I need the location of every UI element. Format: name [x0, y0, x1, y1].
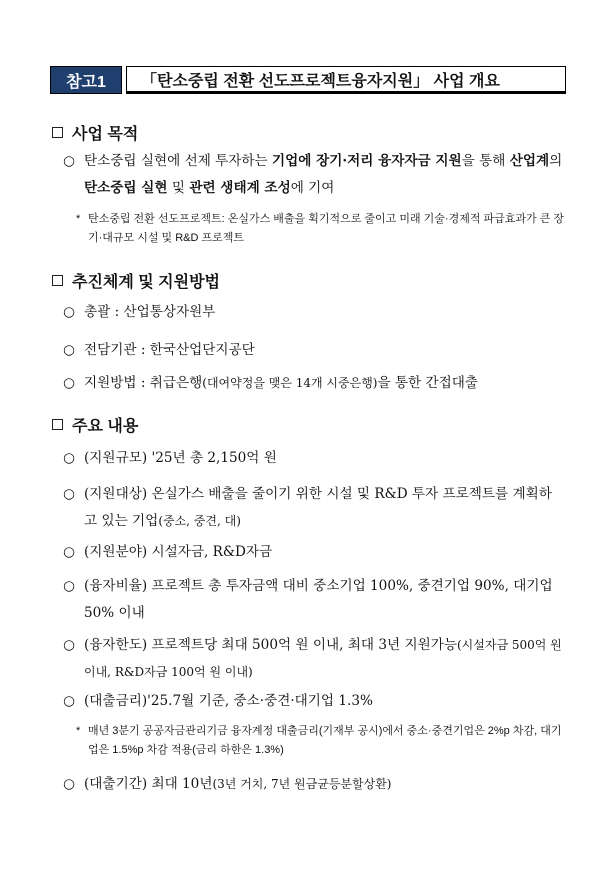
reference-tag: 참고1: [50, 66, 122, 94]
circle-bullet-icon: ○: [63, 486, 75, 502]
item-text: [84, 771, 564, 798]
item-text: (지원규모) '25년 총 2,150억 원: [84, 450, 277, 466]
footnote-text: 매년 3분기 공공자금관리기금 융자계정 대출금리(기재부 공시)에서 중소·중견기업은 2%p 차감, 대기업은 1.5%p 차감 적용(금리 하한은 1.3%): [88, 725, 562, 756]
text-part-small: (중소, 중견, 대): [158, 514, 241, 528]
square-bullet-icon: [52, 275, 63, 286]
asterisk-icon: *: [76, 725, 81, 737]
text-part: 지원방법 : 취급은행: [84, 375, 203, 391]
list-item: [62, 632, 564, 686]
circle-bullet-icon: ○: [63, 375, 75, 391]
list-item: [62, 445, 564, 472]
circle-bullet-icon: ○: [63, 637, 75, 653]
list-item: [62, 481, 564, 535]
item-text: [84, 481, 564, 535]
text-part: (대출기간) 최대 10년: [84, 776, 213, 792]
text-part-small: (3년 거치, 7년 원금균등분할상환): [212, 777, 392, 791]
text-part: 에 기여: [290, 180, 335, 196]
list-item: [62, 539, 564, 566]
footnote: [76, 722, 570, 760]
circle-bullet-icon: ○: [63, 693, 75, 709]
item-text: 총괄 : 산업통상자원부: [84, 304, 216, 320]
list-item: [62, 771, 564, 798]
text-part: (지원대상) 온실가스 배출을 줄이기 위한 시설 및 R&D 투자 프로젝트를 계획하고 있는 기업: [84, 486, 552, 529]
footnote-text: 탄소중립 전환 선도프로젝트: 온실가스 배출을 획기적으로 줄이고 미래 기술·경제적 파급효과가 큰 장기·대규모 시설 및 R&D 프로젝트: [88, 213, 564, 244]
asterisk-icon: *: [76, 213, 81, 225]
list-item: [62, 573, 564, 627]
text-part: 을 통한 간접대출: [377, 375, 479, 391]
title-row: [50, 66, 566, 96]
list-item: [62, 299, 564, 326]
text-part-bold: 산업계: [509, 153, 550, 169]
circle-bullet-icon: ○: [63, 544, 75, 560]
section-heading-text: 사업 목적: [72, 126, 139, 143]
section-heading-contents: [52, 413, 138, 436]
text-part-bold: 탄소중립 실현: [84, 180, 168, 196]
item-text: (융자비율) 프로젝트 총 투자금액 대비 중소기업 100%, 중견기업 90%, 대기업 50% 이내: [84, 578, 553, 621]
circle-bullet-icon: ○: [63, 153, 75, 169]
circle-bullet-icon: ○: [63, 578, 75, 594]
text-part: 탄소중립 실현에 선제 투자하는: [84, 153, 272, 169]
list-item: [62, 688, 564, 715]
item-text: [84, 632, 564, 686]
text-part: 의: [549, 153, 563, 169]
square-bullet-icon: [52, 419, 63, 430]
section-heading-text: 주요 내용: [72, 418, 139, 435]
item-text: (대출금리)'25.7월 기준, 중소·중견·대기업 1.3%: [84, 693, 373, 709]
text-part-bold: 기업에 장기·저리 융자자금 지원: [272, 153, 462, 169]
text-part-bold: 관련 생태계 조성: [189, 180, 291, 196]
list-item: [62, 370, 564, 397]
text-part-small: (시설자금 500억 원 이내, R&D자금 100억 원 이내): [84, 638, 562, 679]
item-text: 전담기관 : 한국산업단지공단: [84, 342, 255, 358]
list-item: [62, 148, 564, 202]
section-heading-system: [52, 269, 220, 292]
text-part: 을 통해: [461, 153, 510, 169]
document-title: 「탄소중립 전환 선도프로젝트융자지원」 사업 개요: [126, 66, 566, 94]
square-bullet-icon: [52, 127, 63, 138]
list-item: [62, 337, 564, 364]
text-part: (융자한도) 프로젝트당 최대 500억 원 이내, 최대 3년 지원가능: [84, 637, 457, 653]
circle-bullet-icon: ○: [63, 342, 75, 358]
circle-bullet-icon: ○: [63, 776, 75, 792]
circle-bullet-icon: ○: [63, 450, 75, 466]
footnote: [76, 210, 570, 248]
section-heading-text: 추진체계 및 지원방법: [72, 274, 220, 291]
item-text: [84, 370, 564, 397]
text-part-small: (대여약정을 맺은 14개 시중은행): [202, 376, 378, 390]
item-text: [84, 148, 564, 202]
item-text: (지원분야) 시설자금, R&D자금: [84, 544, 273, 560]
circle-bullet-icon: ○: [63, 304, 75, 320]
text-part: 및: [167, 180, 190, 196]
section-heading-purpose: [52, 121, 138, 144]
